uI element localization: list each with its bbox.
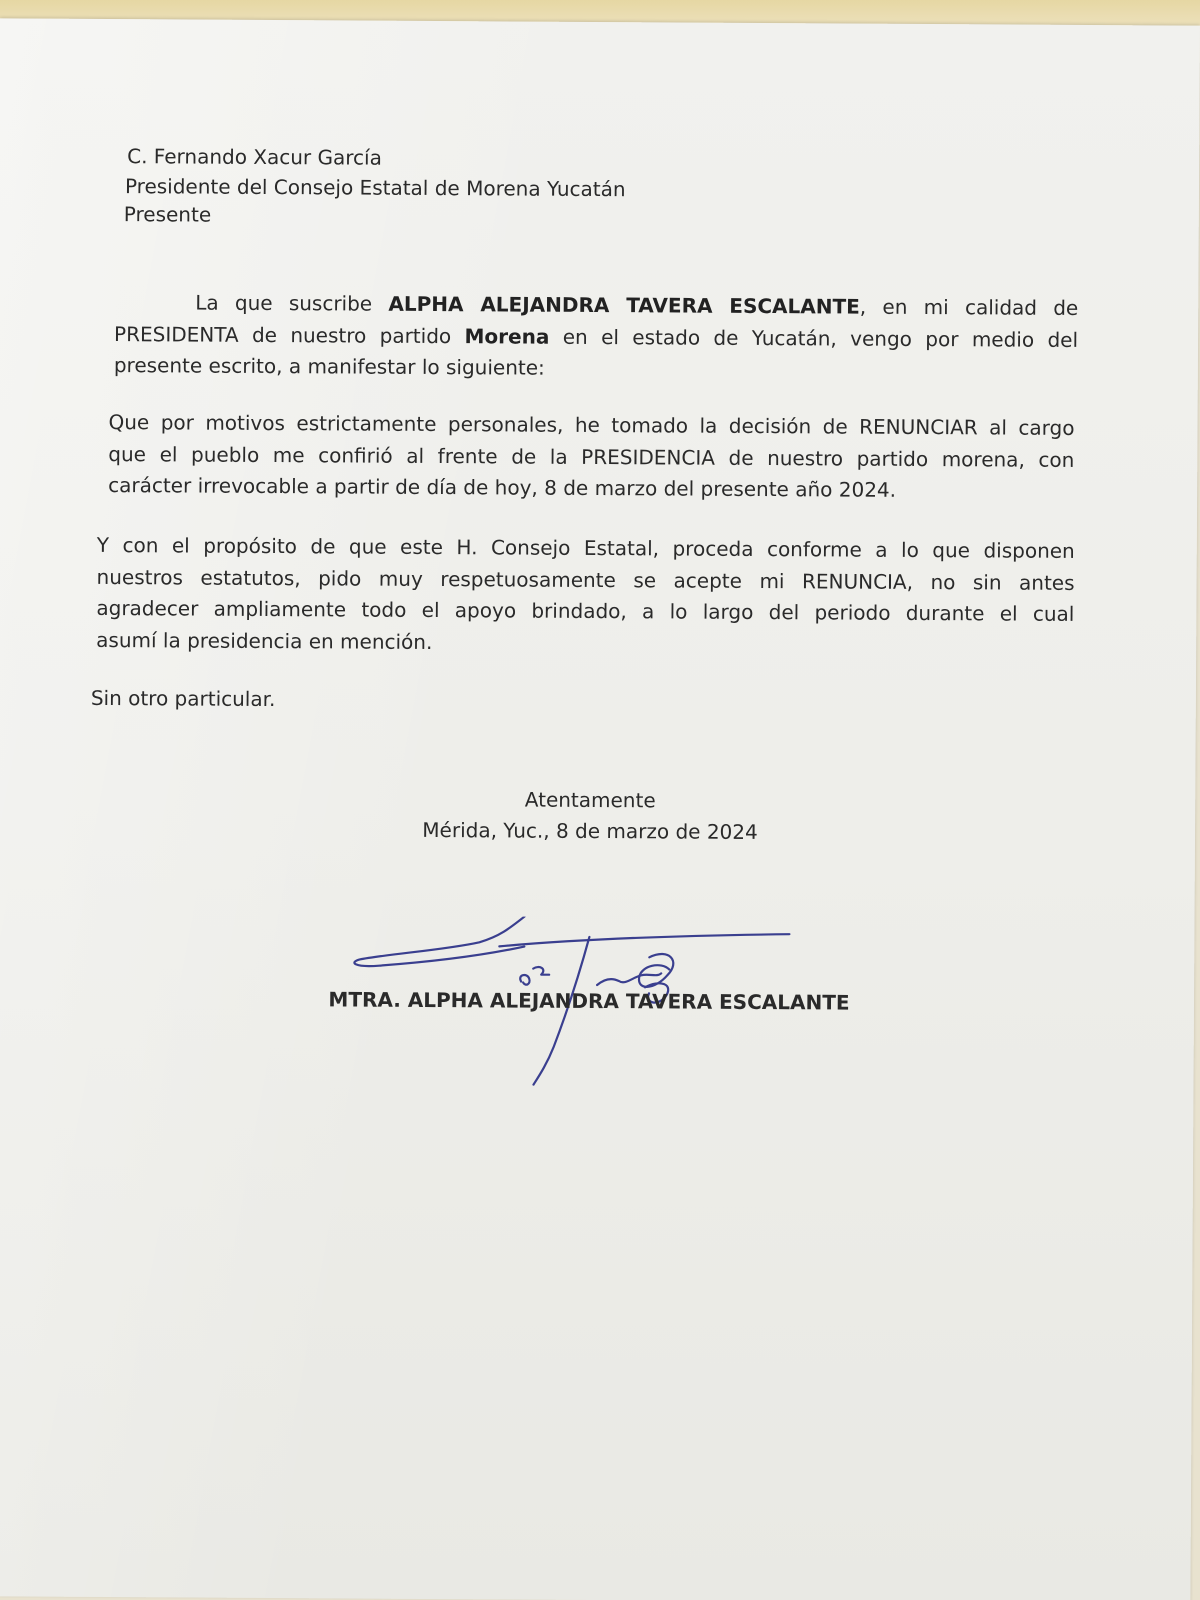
paragraph-request: [96, 530, 1075, 662]
request-line-4: asumí la presidencia en mención.: [96, 627, 433, 654]
atentamente: Atentamente: [524, 787, 656, 813]
request-line-3: agradecer ampliamente todo el apoyo brindado, a lo largo del periodo durante el cual: [96, 595, 1075, 626]
place-and-date: Mérida, Yuc., 8 de marzo de 2024: [422, 817, 758, 844]
paragraph-introduction: [114, 287, 1079, 387]
intro-line-3: presente escrito, a manifestar lo siguiente:: [113, 353, 545, 380]
recipient-presente: Presente: [123, 202, 212, 227]
request-line-1: Y con el propósito de que este H. Consejo Estatal, proceda conforme a lo que disponen: [96, 532, 1075, 563]
letter-page: [0, 18, 1200, 1600]
resignation-line-1: Que por motivos estrictamente personales, he tomado la decisión de RENUNCIAR al cargo: [108, 410, 1075, 440]
signer-name: MTRA. ALPHA ALEJANDRA TAVERA ESCALANTE: [328, 987, 850, 1015]
signer-name-bold: ALPHA ALEJANDRA TAVERA ESCALANTE: [388, 291, 860, 319]
recipient-name: C. Fernando Xacur García: [127, 144, 382, 170]
resignation-line-2: que el pueblo me confirió al frente de la PRESIDENCIA de nuestro partido morena, con: [108, 441, 1075, 472]
request-line-2: nuestros estatutos, pido muy respetuosamente se acepte mi RENUNCIA, no sin antes: [96, 564, 1075, 595]
paragraph-resignation: [108, 407, 1075, 507]
resignation-line-3: carácter irrevocable a partir de día de hoy, 8 de marzo del presente año 2024.: [108, 473, 897, 502]
intro-line-2: PRESIDENTA de nuestro partido Morena en el estado de Yucatán, vengo por medio del: [114, 321, 1079, 352]
recipient-position: Presidente del Consejo Estatal de Morena Yucatán: [124, 174, 626, 202]
closing-line: Sin otro particular.: [90, 685, 276, 712]
intro-line-1: La que suscribe ALPHA ALEJANDRA TAVERA ESCALANTE, en mi calidad de: [195, 290, 1079, 320]
party-name-bold: Morena: [464, 323, 550, 349]
